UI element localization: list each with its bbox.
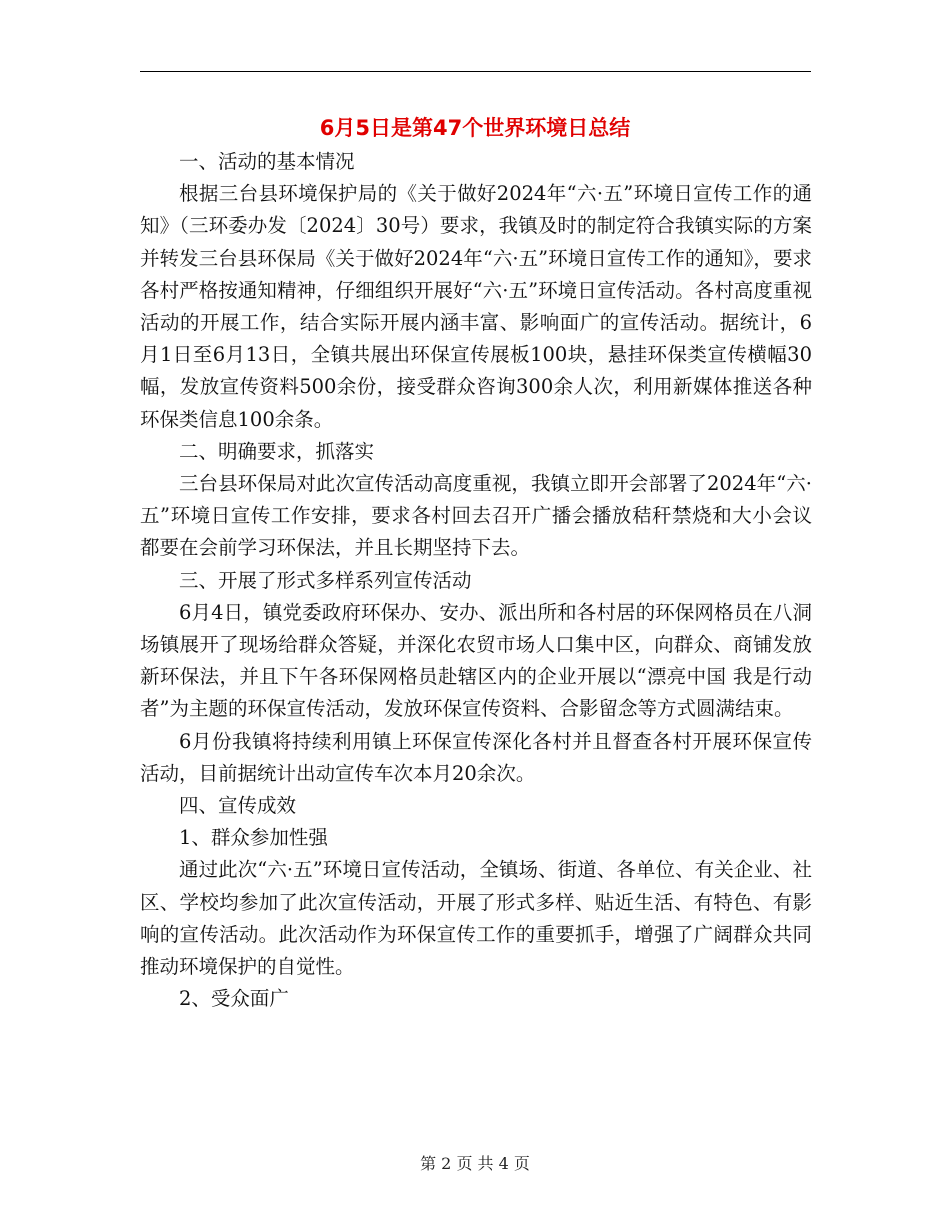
paragraph: 三台县环保局对此次宣传活动高度重视，我镇立即开会部署了2024年“六·五”环境日宣传工作安排，要求各村回去召开广播会播放秸秆禁烧和大小会议都要在会前学习环保法，并且长期坚持下去。 xyxy=(140,472,812,560)
paragraph: 6月份我镇将持续利用镇上环保宣传深化各村并且督查各村开展环保宣传活动，目前据统计出动宣传车次本月20余次。 xyxy=(140,729,812,785)
document-body xyxy=(140,146,812,1015)
document-title: 6月5日是第47个世界环境日总结 xyxy=(319,116,631,140)
page-number-footer: 第 2 页 共 4 页 xyxy=(420,1154,530,1173)
section-heading-3: 三、开展了形式多样系列宣传活动 xyxy=(179,568,472,592)
paragraph: 通过此次“六·五”环境日宣传活动，全镇场、街道、各单位、有关企业、社区、学校均参加了此次宣传活动，开展了形式多样、贴近生活、有特色、有影响的宣传活动。此次活动作为环保宣传工作的重要抓手，增强了广阔群众共同推动环境保护的自觉性。 xyxy=(140,858,812,979)
paragraph: 根据三台县环境保护局的《关于做好2024年“六·五”环境日宣传工作的通知》（三环委办发〔2024〕30号）要求，我镇及时的制定符合我镇实际的方案并转发三台县环保局《关于做好2024年“六·五”环境日宣传工作的通知》，要求各村严格按通知精神，仔细组织开展好“六·五”环境日宣传活动。各村高度重视活动的开展工作，结合实际开展内涵丰富、影响面广的宣传活动。据统计，6月1日至6月13日，全镇共展出环保宣传展板100块，悬挂环保类宣传横幅30幅，发放宣传资料500余份，接受群众咨询300余人次，利用新媒体推送各种环保类信息100余条。 xyxy=(140,182,812,431)
section-heading-2: 二、明确要求，抓落实 xyxy=(179,439,375,463)
header-rule xyxy=(140,71,811,72)
section-heading-4: 四、宣传成效 xyxy=(179,794,297,818)
subsection-heading-1: 1、群众参加性强 xyxy=(179,826,328,850)
subsection-heading-2: 2、受众面广 xyxy=(179,987,289,1011)
paragraph: 6月4日，镇党委政府环保办、安办、派出所和各村居的环保网格员在八洞场镇展开了现场给群众答疑，并深化农贸市场人口集中区，向群众、商铺发放新环保法，并且下午各环保网格员赴辖区内的企业开展以“漂亮中国 我是行动者”为主题的环保宣传活动，发放环保宣传资料、合影留念等方式圆满结束。 xyxy=(140,600,812,721)
section-heading-1: 一、活动的基本情况 xyxy=(179,150,355,173)
